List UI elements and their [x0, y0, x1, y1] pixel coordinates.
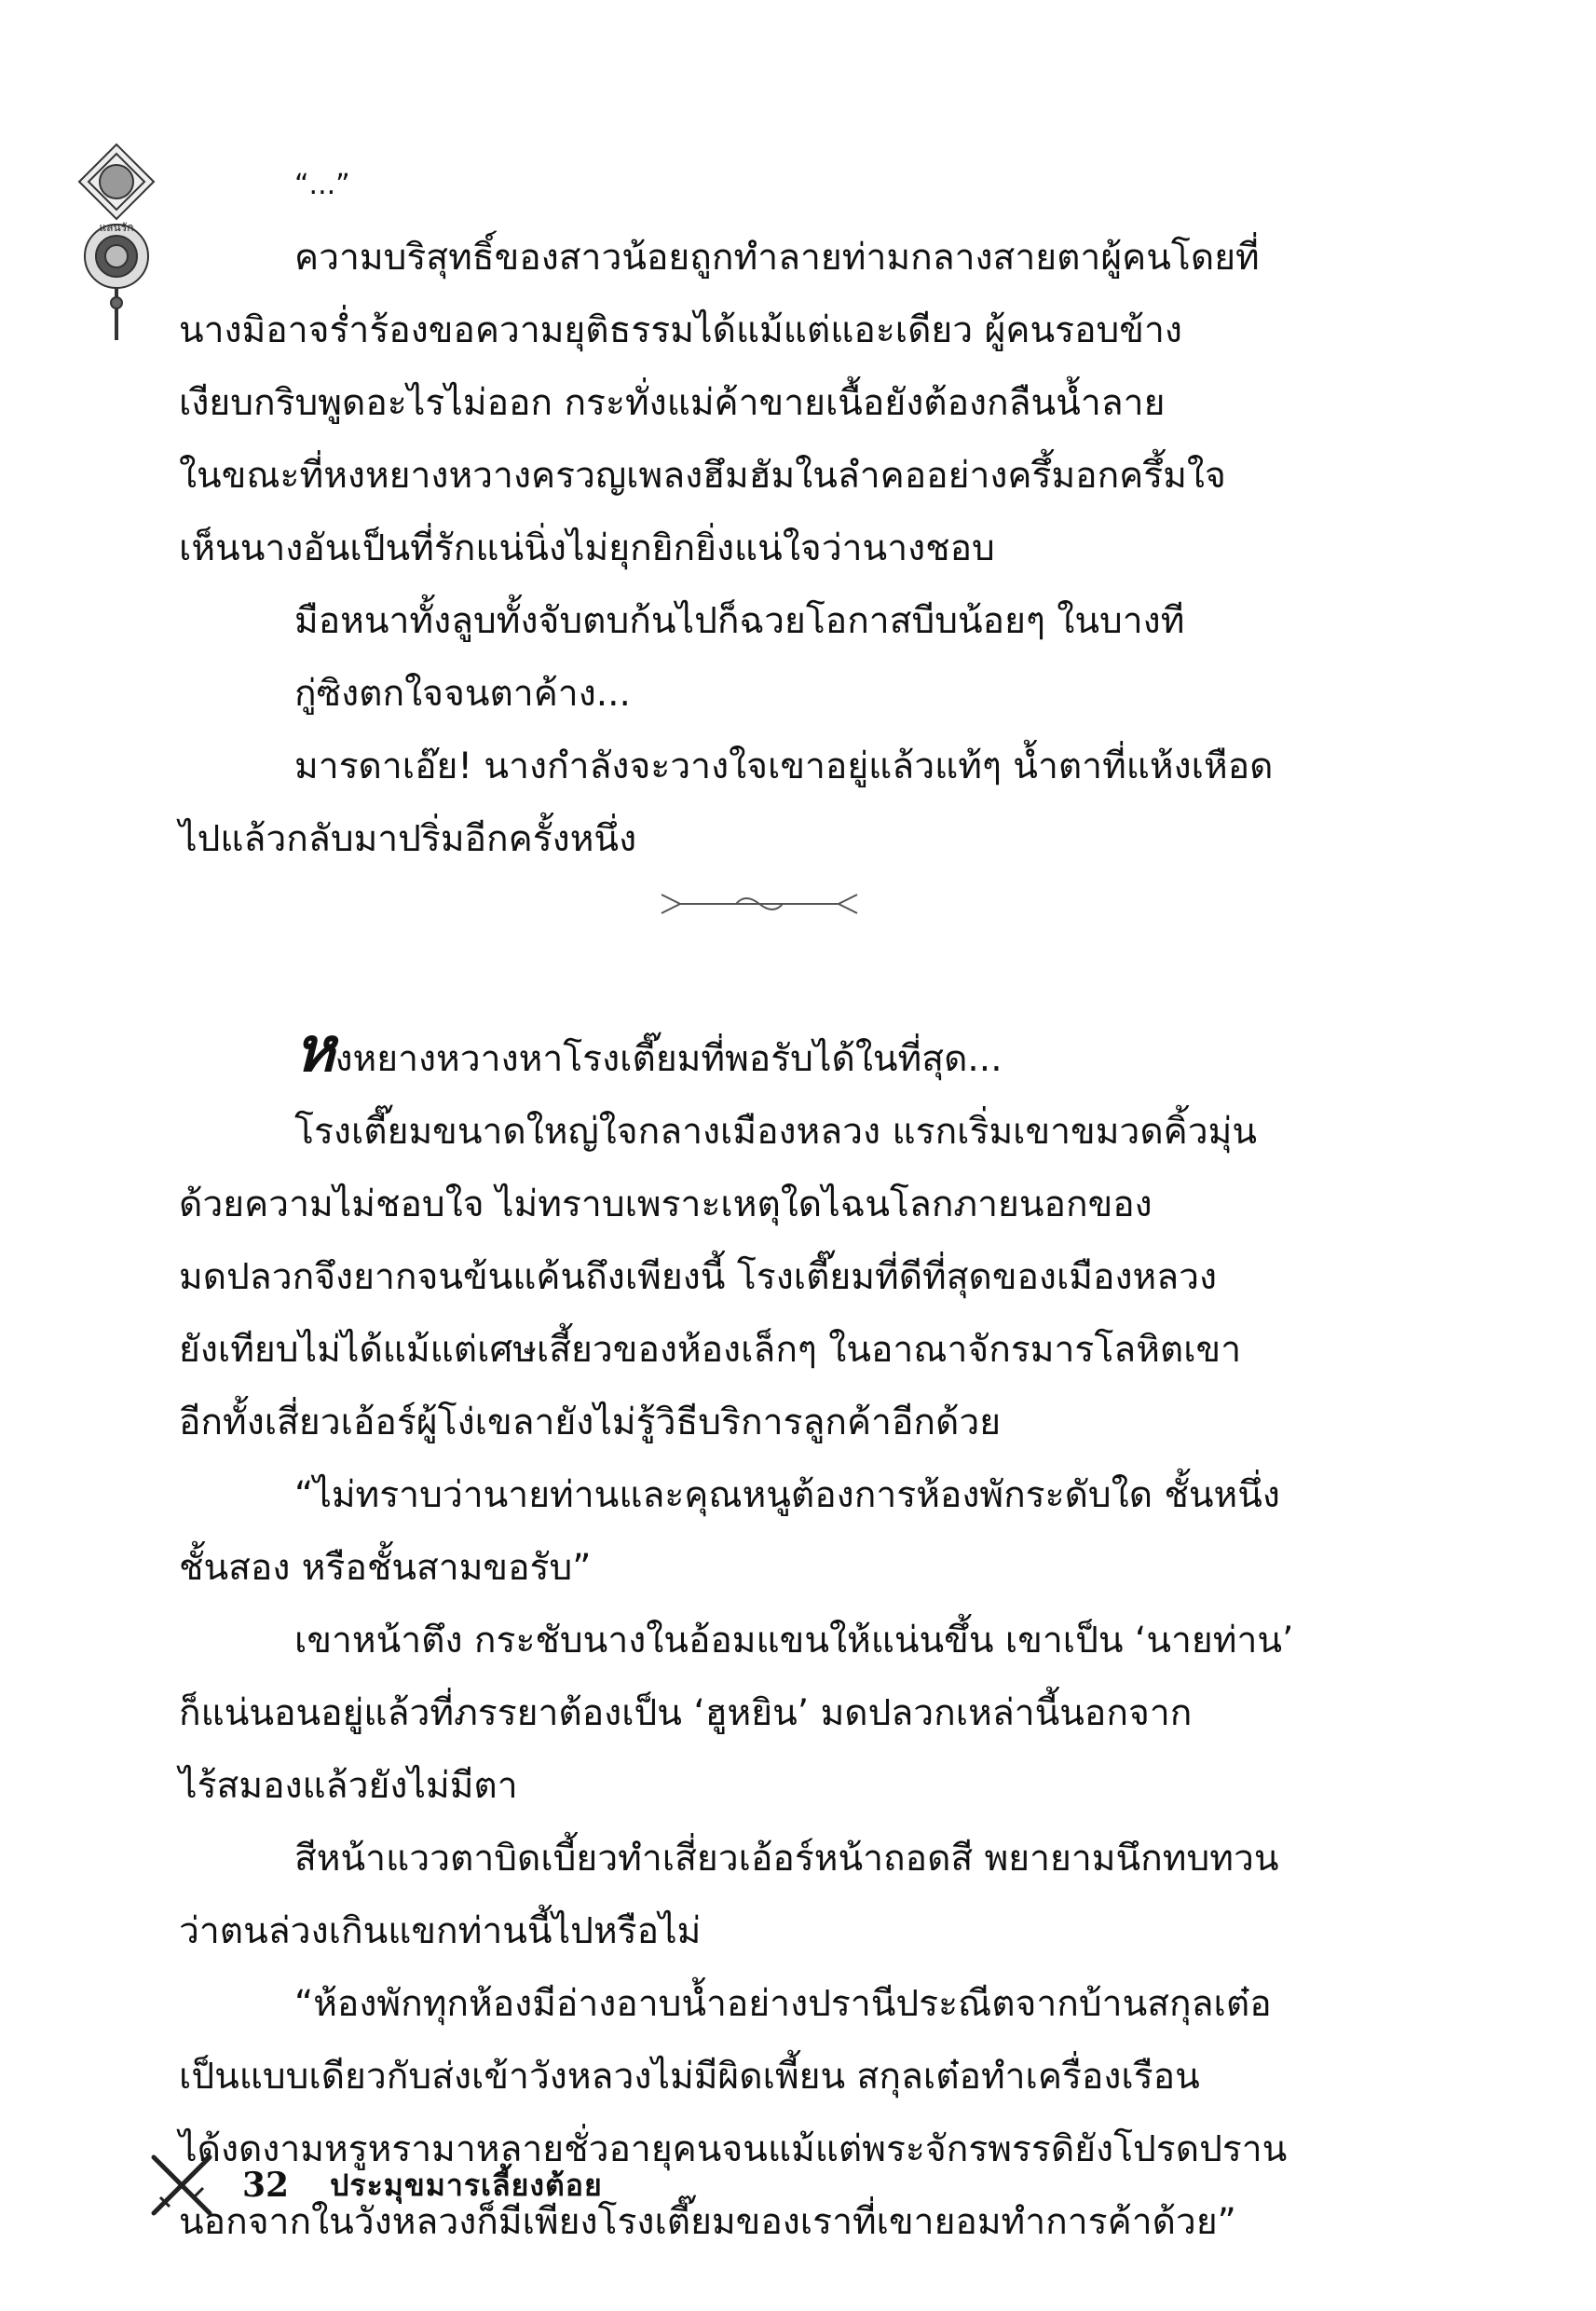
paragraph-line: ได้งดงามหรูหรามาหลายชั่วอายุคนจนแม้แต่พระจักรพรรดิยังโปรดปราน: [179, 2128, 1288, 2170]
paragraph-line: ก็แน่นอนอยู่แล้วที่ภรรยาต้องเป็น ‘ฮูหยิน’ มดปลวกเหล่านี้นอกจาก: [179, 1692, 1193, 1734]
book-title: ประมุขมารเลี้ยงต้อย: [330, 2167, 603, 2203]
paragraph-line: โรงเตี๊ยมขนาดใหญ่ใจกลางเมืองหลวง แรกเริ่มเขาขมวดคิ้วมุ่น: [294, 1111, 1258, 1153]
paragraph-line: ด้วยความไม่ชอบใจ ไม่ทราบเพราะเหตุใดไฉนโลกภายนอกของ: [179, 1183, 1153, 1225]
paragraph-line: มารดาเอ๊ย! นางกำลังจะวางใจเขาอยู่แล้วแท้ๆ น้ำตาที่แห้งเหือด: [294, 745, 1274, 787]
paragraph-line: เงียบกริบพูดอะไรไม่ออก กระทั่งแม่ค้าขายเนื้อยังต้องกลืนน้ำลาย: [179, 382, 1166, 424]
section-opening-text: งหยางหวางหาโรงเตี๊ยมที่พอรับได้ในที่สุด...: [334, 1038, 1003, 1080]
paragraph-line: “ไม่ทราบว่านายท่านและคุณหนูต้องการห้องพักระดับใด ชั้นหนึ่ง: [294, 1474, 1280, 1516]
paragraph-line: ความบริสุทธิ์ของสาวน้อยถูกทำลายท่ามกลางสายตาผู้คนโดยที่: [294, 237, 1260, 279]
paragraph-line: “ห้องพักทุกห้องมีอ่างอาบน้ำอย่างปรานีประณีตจากบ้านสกุลเต๋อ: [294, 1983, 1272, 2025]
page-number: 32: [242, 2166, 290, 2205]
section-divider-ornament: [652, 885, 866, 923]
paragraph-line: ยังเทียบไม่ได้แม้แต่เศษเสี้ยวของห้องเล็กๆ ในอาณาจักรมารโลหิตเขา: [179, 1329, 1242, 1371]
paragraph-line: เขาหน้าตึง กระชับนางในอ้อมแขนให้แน่นขึ้น เขาเป็น ‘นายท่าน’: [294, 1620, 1294, 1661]
paragraph-line: ว่าตนล่วงเกินแขกท่านนี้ไปหรือไม่: [179, 1910, 702, 1952]
paragraph-line: เป็นแบบเดียวกับส่งเข้าวังหลวงไม่มีผิดเพี้ยน สกุลเต๋อทำเครื่องเรือน: [179, 2056, 1200, 2098]
paragraph-line: ในขณะที่หงหยางหวางครวญเพลงฮึมฮัมในลำคออย่างครึ้มอกครึ้มใจ: [179, 455, 1226, 497]
decorative-seal-ornament: [65, 140, 168, 354]
paragraph-line: ไร้สมองแล้วยังไม่มีตา: [179, 1765, 518, 1807]
paragraph-line: ไปแล้วกลับมาปริ่มอีกครั้งหนึ่ง: [179, 818, 637, 860]
paragraph-line: ชั้นสอง หรือชั้นสามขอรับ”: [179, 1547, 592, 1589]
section-opening-line: [179, 1013, 1325, 1096]
paragraph-line: สีหน้าแววตาบิดเบี้ยวทำเสี่ยวเอ้อร์หน้าถอดสี พยายามนึกทบทวน: [294, 1838, 1279, 1880]
paragraph-line: กู่ซิงตกใจจนตาค้าง...: [294, 673, 631, 715]
drop-cap: ห: [294, 1013, 335, 1086]
paragraph-line: นอกจากในวังหลวงก็มีเพียงโรงเตี๊ยมของเราที่เขายอมทำการค้าด้วย”: [179, 2201, 1236, 2243]
paragraph-line: มดปลวกจึงยากจนข้นแค้นถึงเพียงนี้ โรงเตี๊ยมที่ดีที่สุดของเมืองหลวง: [179, 1256, 1218, 1298]
seal-logo-text: แสนรัก: [99, 221, 134, 234]
paragraph-line: เห็นนางอันเป็นที่รักแน่นิ่งไม่ยุกยิกยิ่งแน่ใจว่านางชอบ: [179, 527, 995, 569]
paragraph-line: มือหนาทั้งลูบทั้งจับตบก้นไปก็ฉวยโอกาสบีบน้อยๆ ในบางที: [294, 600, 1185, 642]
paragraph-line: นางมิอาจร่ำร้องขอความยุติธรรมได้แม้แต่แอะเดียว ผู้คนรอบข้าง: [179, 309, 1182, 351]
paragraph-line: อีกทั้งเสี่ยวเอ้อร์ผู้โง่เขลายังไม่รู้วิธีบริการลูกค้าอีกด้วย: [179, 1402, 1002, 1443]
page-body-text: [179, 149, 1325, 2259]
page-footer: [140, 2143, 792, 2227]
opening-ellipsis: “...”: [294, 169, 350, 201]
crossed-swords-icon: [140, 2143, 224, 2227]
